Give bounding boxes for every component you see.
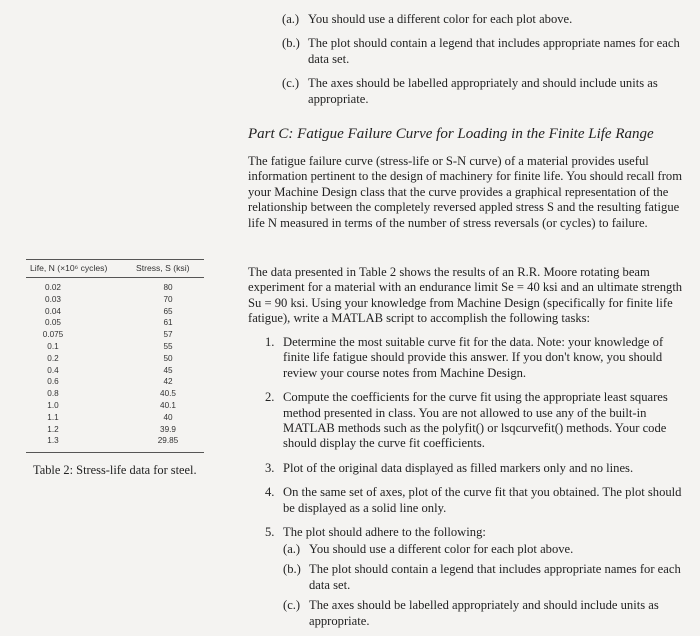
top-req-a: (a.) You should use a different color for each plot above.	[282, 12, 573, 26]
task-item: 1. Determine the most suitable curve fit for the data. Note: your knowledge of finite life fatigue should provide this answer. If you don't know, you should review your course notes from Machine Design.	[265, 335, 664, 380]
table-cell-stress: 80	[163, 283, 173, 292]
table-top-rule	[26, 259, 204, 260]
table-cell-life: 0.075	[42, 330, 64, 340]
table-header-life: Life, N (×10⁶ cycles)	[30, 263, 108, 273]
top-req-b: (b.) The plot should contain a legend that includes appropriate names for each data set.	[282, 36, 680, 66]
table-cell-stress: 57	[163, 330, 173, 340]
top-req-c: (c.) The axes should be labelled appropriately and should include units as appropriate.	[282, 76, 658, 106]
table-header-rule	[26, 277, 204, 278]
table-cell-life: 0.4	[47, 365, 59, 375]
task-item: 3. Plot of the original data displayed as filled markers only and no lines.	[265, 460, 634, 475]
task-item: 5. The plot should adhere to the following:	[265, 525, 486, 540]
table-cell-life: 0.8	[47, 389, 59, 399]
table-header-stress: Stress, S (ksi)	[136, 263, 190, 273]
table-cell-life: 1.1	[47, 412, 59, 422]
table-cell-life: 0.05	[45, 318, 61, 328]
top-requirements-list	[282, 12, 696, 116]
part-c-paragraph-2: The data presented in Table 2 shows the results of an R.R. Moore rotating beam experiment for a material with an endurance limit Se = 40 ksi and an ultimate strength Su = 90 ksi. Using your knowledge from Machine Design (specifically for finite life fatigue), write a MATLAB script to accomplish the following tasks:	[248, 265, 683, 326]
table-cell-stress: 61	[163, 318, 173, 328]
table-caption: Table 2: Stress-life data for steel.	[33, 463, 197, 477]
table-cell-stress: 29.85	[157, 436, 179, 446]
table-cell-life: 1.0	[47, 401, 59, 410]
table-cell-life: 1.3	[47, 436, 59, 446]
table-cell-stress: 70	[163, 294, 173, 304]
table-bottom-rule	[26, 452, 204, 453]
bottom-req-a: (a.) You should use a different color for each plot above.	[283, 542, 574, 556]
bottom-requirements-list	[283, 542, 687, 629]
table-cell-stress: 55	[163, 342, 173, 351]
part-c-heading: Part C: Fatigue Failure Curve for Loading in the Finite Life Range	[248, 126, 654, 142]
table-cell-stress: 39.9	[160, 424, 176, 434]
task-list	[265, 335, 689, 549]
table-cell-life: 0.2	[47, 353, 59, 363]
stress-life-table	[26, 259, 206, 459]
task-item: 4. On the same set of axes, plot of the curve fit that you obtained. The plot should be displayed as a solid line only.	[265, 485, 682, 515]
task-item: 2. Compute the coefficients for the curve fit using the appropriate least squares method presented in class. You are not allowed to use any of the built-in MATLAB methods such as the polyfit() or lsqcurvefit() methods. Your code should display the curve fit coefficients.	[265, 390, 668, 451]
table-cell-stress: 40	[163, 412, 173, 422]
table-cell-stress: 42	[163, 377, 173, 387]
table-cell-stress: 45	[163, 365, 173, 375]
bottom-req-c: (c.) The axes should be labelled appropriately and should include units as appropriate.	[283, 598, 659, 628]
table-cell-life: 0.1	[47, 342, 59, 351]
table-cell-stress: 40.1	[160, 401, 176, 410]
table-cell-life: 0.6	[47, 377, 59, 387]
table-cell-stress: 50	[163, 353, 173, 363]
part-c-paragraph-1: The fatigue failure curve (stress-life or S-N curve) of a material provides useful information pertinent to the design of machinery for finite life. You should recall from your Machine Design class that the curve provides a graphical representation of the relationship between the completely reversed appled stress S and the resulting fatigue life N measured in terms of the number of stress reversals (or cycles) to failure.	[248, 154, 683, 230]
table-cell-stress: 65	[163, 306, 173, 316]
table-cell-life: 0.03	[45, 294, 61, 304]
table-cell-life: 0.02	[45, 283, 61, 292]
bottom-req-b: (b.) The plot should contain a legend that includes appropriate names for each data set.	[283, 562, 681, 592]
table-cell-stress: 40.5	[160, 389, 176, 399]
table-cell-life: 1.2	[47, 424, 59, 434]
table-cell-life: 0.04	[45, 306, 61, 316]
